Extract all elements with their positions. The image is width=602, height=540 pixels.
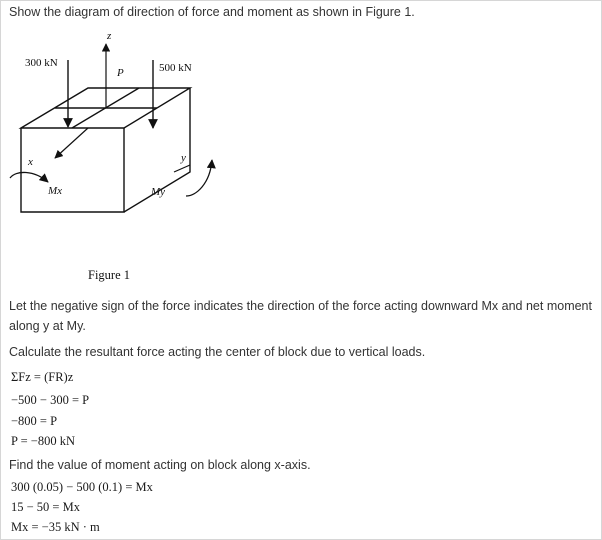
para1-line2: along y at My. [9,319,86,333]
p-label: P [117,67,124,79]
equation-minus-800: −800 = P [11,414,58,428]
mx-label: Mx [48,185,63,197]
load-300-label: 300 kN [25,57,58,69]
load-500-label: 500 kN [159,62,192,74]
equation-moment-simplified: 15 − 50 = Mx [11,500,80,514]
intro-text: Show the diagram of direction of force and moment as shown in Figure 1. [9,5,415,19]
mx-moment-arrow [10,172,48,182]
figure-caption: Figure 1 [88,268,131,282]
equation-mx-result: Mx = −35 kN · m [11,520,100,534]
equation-sum-loads: −500 − 300 = P [11,393,90,407]
z-axis-label: z [107,30,112,42]
para2-text: Calculate the resultant force acting the center of block due to vertical loads. [9,345,426,359]
equation-moment-sum: 300 (0.05) − 500 (0.1) = Mx [11,480,153,494]
para1-line1: Let the negative sign of the force indicates the direction of the force acting downward Mx and net moment [9,299,592,313]
block-front-face [21,128,124,212]
equation-p-result: P = −800 kN [11,434,75,448]
para3-text: Find the value of moment acting on block along x-axis. [9,458,311,472]
x-axis [55,128,88,158]
equation-sum-fz: ΣFz = (FR)z [11,370,74,384]
y-axis [174,165,190,172]
my-label: My [151,186,166,198]
y-axis-label: y [181,152,186,164]
x-axis-label: x [28,156,33,168]
